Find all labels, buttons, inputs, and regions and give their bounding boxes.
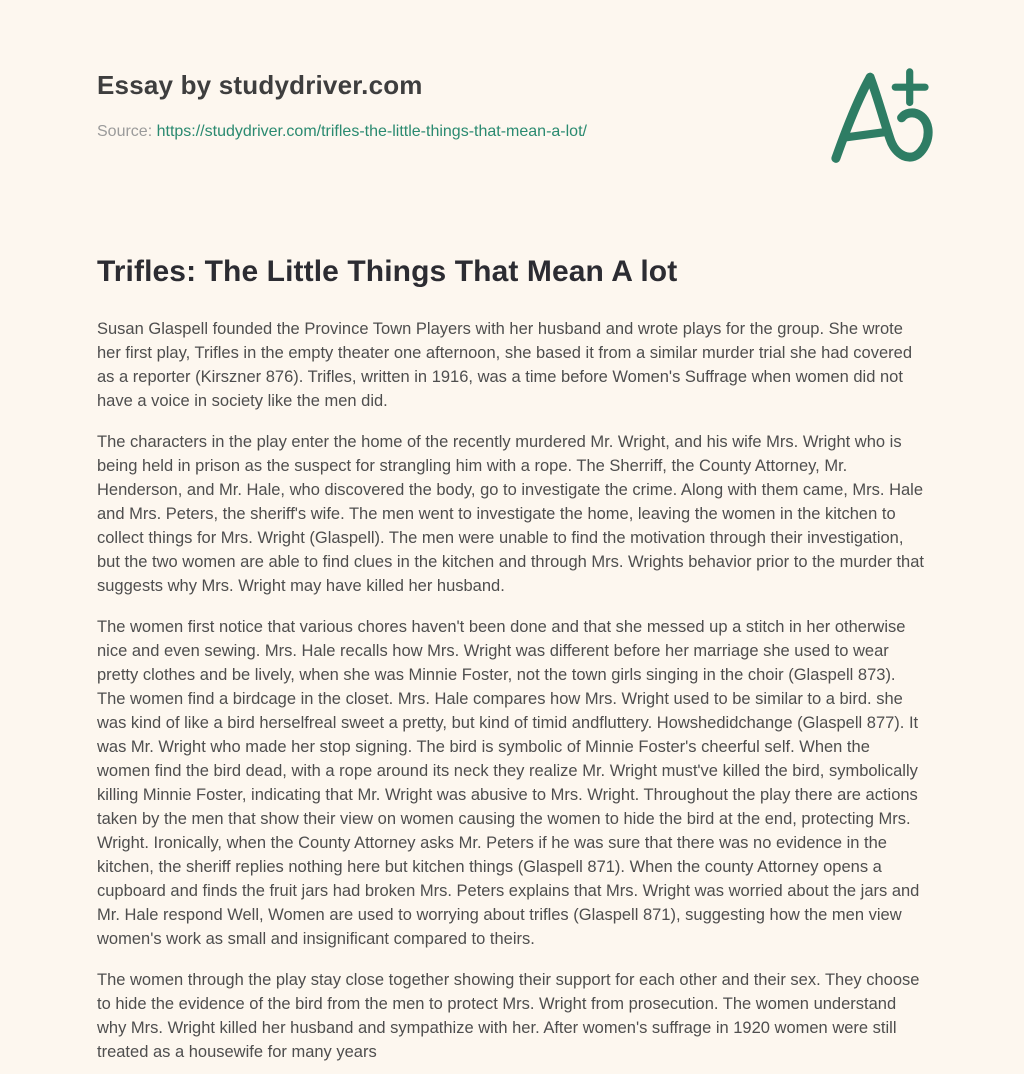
logo-a-crossbar: [844, 132, 885, 137]
studydriver-a-plus-logo-icon: [826, 64, 934, 168]
essay-paragraph: The women through the play stay close together showing their support for each other and their sex. They choose to hide the evidence of the bird from the men to protect Mrs. Wright from prosecution. The women understand why Mrs. Wright killed her husband and sympathize with her. After women's suffrage in 1920 women were still treated as a housewife for many years: [97, 971, 920, 1061]
source-label: Source:: [97, 123, 153, 140]
source-link[interactable]: https://studydriver.com/trifles-the-little-things-that-mean-a-lot/: [156, 123, 587, 140]
essay-paragraph: The women first notice that various chores haven't been done and that she messed up a stitch in her otherwise nice and even sewing. Mrs. Hale recalls how Mrs. Wright was different before her marriage she used to wear pretty clothes and be lively, when she was Minnie Foster, not the town girls singing in the choir (Glaspell 873). The women find a birdcage in the closet. Mrs. Hale compares how Mrs. Wright used to be similar to a bird. she was kind of like a bird herselfreal sweet a pretty, but kind of timid andfluttery. Howshedidchange (Glaspell 877). It was Mr. Wright who made her stop signing. The bird is symbolic of Minnie Foster's cheerful self. When the women find the bird dead, with a rope around its neck they realize Mr. Wright must've killed the bird, symbolically killing Minnie Foster, indicating that Mr. Wright was abusive to Mrs. Wright. Throughout the play there are actions taken by the men that show their view on women causing the women to hide the bird at the end, protecting Mrs. Wright. Ironically, when the County Attorney asks Mr. Peters if he was sure that there was no evidence in the kitchen, the sheriff replies nothing here but kitchen things (Glaspell 871). When the county Attorney opens a cupboard and finds the fruit jars had broken Mrs. Peters explains that Mrs. Wright was worried about the jars and Mr. Hale respond Well, Women are used to worrying about trifles (Glaspell 871), suggesting how the men view women's work as small and insignificant compared to theirs.: [97, 618, 920, 948]
logo-a-left-stroke: [836, 77, 870, 158]
essay-paragraph: The characters in the play enter the home of the recently murdered Mr. Wright, and his wife Mrs. Wright who is being held in prison as the suspect for strangling him with a rope. The Sherriff, the County Attorney, Mr. Henderson, and Mr. Hale, who discovered the body, go to investigate the crime. Along with them came, Mrs. Hale and Mrs. Peters, the sheriff's wife. The men went to investigate the home, leaving the women in the kitchen to collect things for Mrs. Wright (Glaspell). The men were unable to find the motivation through their investigation, but the two women are able to find clues in the kitchen and through Mrs. Wrights behavior prior to the murder that suggests why Mrs. Wright may have killed her husband.: [97, 433, 924, 595]
essay-body: [97, 317, 927, 1064]
source-line: [97, 123, 927, 141]
essay-title: Trifles: The Little Things That Mean A lot: [97, 255, 678, 288]
doc-header-title: Essay by studydriver.com: [97, 70, 423, 100]
essay-paragraph: Susan Glaspell founded the Province Town Players with her husband and wrote plays for the group. She wrote her first play, Trifles in the empty theater one afternoon, she based it from a similar murder trial she had covered as a reporter (Kirszner 876). Trifles, written in 1916, was a time before Women's Suffrage when women did not have a voice in society like the men did.: [97, 320, 912, 410]
